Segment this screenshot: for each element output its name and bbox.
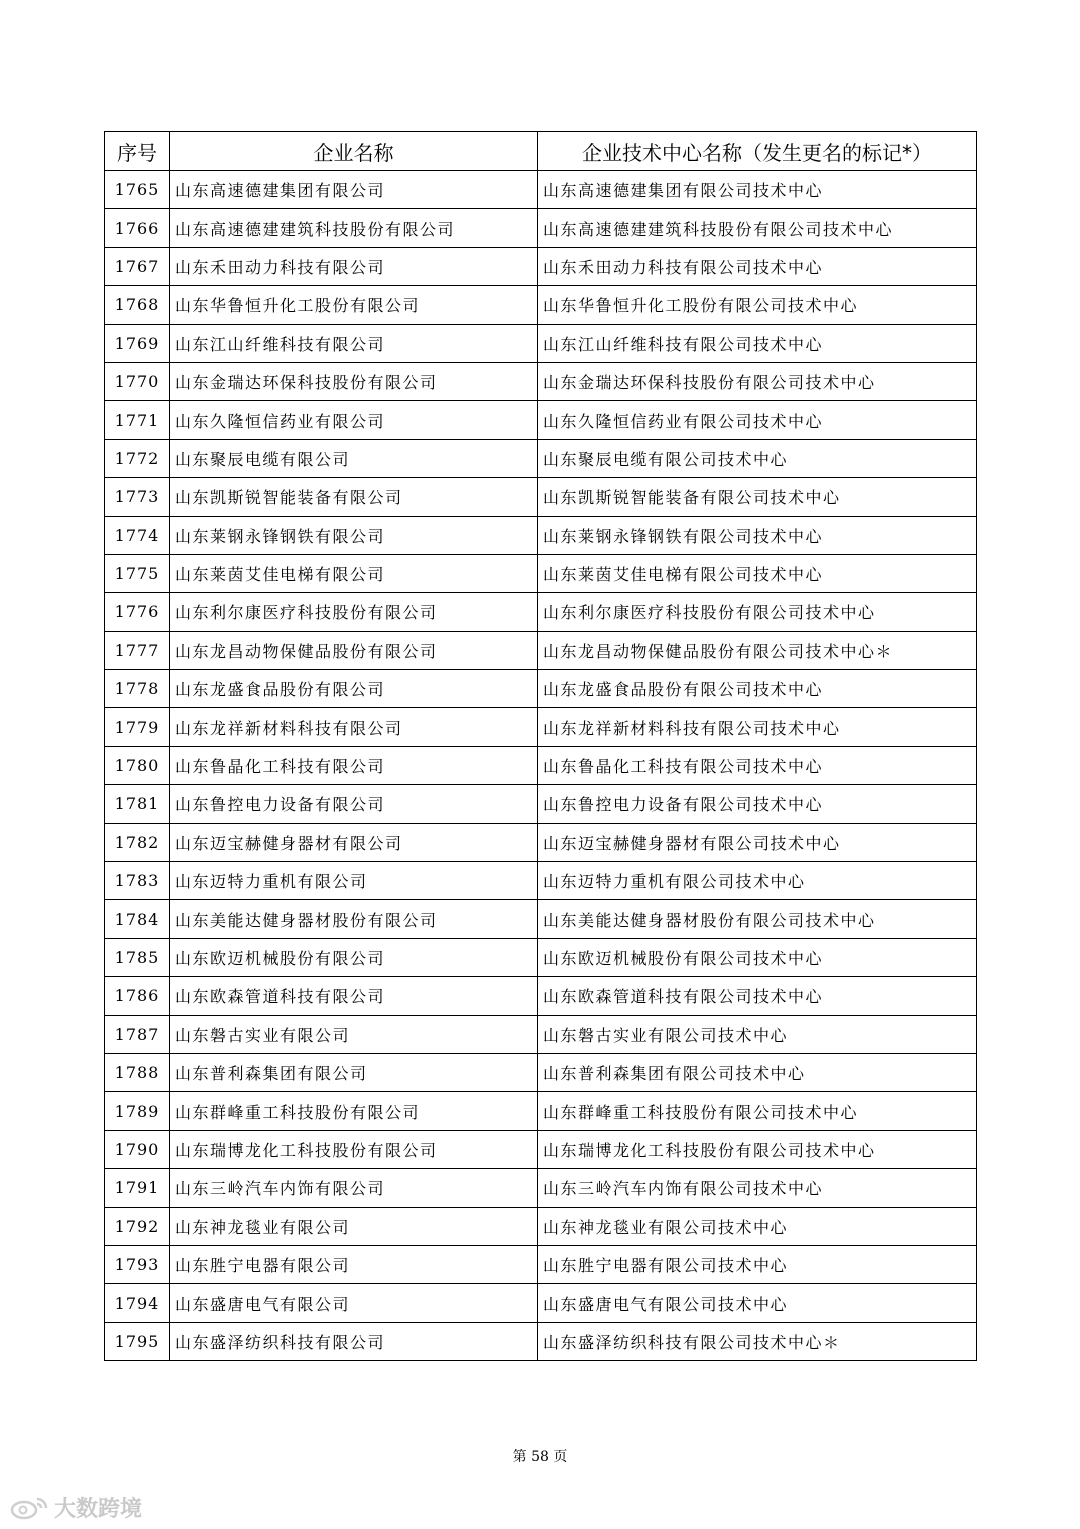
- serial-number-cell: 1787: [105, 1015, 170, 1053]
- tech-center-name-cell: 山东鲁晶化工科技有限公司技术中心: [538, 746, 977, 784]
- enterprise-name-cell: 山东龙昌动物保健品股份有限公司: [170, 631, 538, 669]
- serial-number-cell: 1779: [105, 708, 170, 746]
- enterprise-name-cell: 山东欧森管道科技有限公司: [170, 977, 538, 1015]
- header-tech-center-name: 企业技术中心名称（发生更名的标记*）: [538, 132, 977, 171]
- table-row: [105, 1322, 977, 1360]
- tech-center-name-cell: 山东群峰重工科技股份有限公司技术中心: [538, 1092, 977, 1130]
- tech-center-name-cell: 山东三岭汽车内饰有限公司技术中心: [538, 1169, 977, 1207]
- enterprise-name-cell: 山东江山纤维科技有限公司: [170, 324, 538, 362]
- tech-center-name-cell: 山东龙祥新材料科技有限公司技术中心: [538, 708, 977, 746]
- enterprise-name-cell: 山东凯斯锐智能装备有限公司: [170, 478, 538, 516]
- tech-center-name-cell: 山东胜宁电器有限公司技术中心: [538, 1245, 977, 1283]
- table-row: [105, 401, 977, 439]
- tech-center-name-cell: 山东美能达健身器材股份有限公司技术中心: [538, 900, 977, 938]
- tech-center-name-cell: 山东华鲁恒升化工股份有限公司技术中心: [538, 286, 977, 324]
- serial-number-cell: 1770: [105, 362, 170, 400]
- table-row: [105, 324, 977, 362]
- tech-center-name-cell: 山东高速德建建筑科技股份有限公司技术中心: [538, 209, 977, 247]
- table-row: [105, 1053, 977, 1091]
- header-enterprise-name: 企业名称: [170, 132, 538, 171]
- table-row: [105, 708, 977, 746]
- enterprise-name-cell: 山东龙祥新材料科技有限公司: [170, 708, 538, 746]
- table-row: [105, 1092, 977, 1130]
- enterprise-name-cell: 山东神龙毯业有限公司: [170, 1207, 538, 1245]
- enterprise-table: [104, 131, 977, 1361]
- table-row: [105, 1015, 977, 1053]
- serial-number-cell: 1767: [105, 247, 170, 285]
- enterprise-name-cell: 山东胜宁电器有限公司: [170, 1245, 538, 1283]
- tech-center-name-cell: 山东久隆恒信药业有限公司技术中心: [538, 401, 977, 439]
- table-row: [105, 478, 977, 516]
- table-row: [105, 1207, 977, 1245]
- serial-number-cell: 1794: [105, 1284, 170, 1322]
- watermark: [10, 1492, 142, 1523]
- page-number: 第 58 页: [512, 1449, 568, 1465]
- serial-number-cell: 1790: [105, 1130, 170, 1168]
- table-row: [105, 209, 977, 247]
- tech-center-name-cell: 山东莱钢永锋钢铁有限公司技术中心: [538, 516, 977, 554]
- enterprise-name-cell: 山东鲁控电力设备有限公司: [170, 785, 538, 823]
- enterprise-name-cell: 山东美能达健身器材股份有限公司: [170, 900, 538, 938]
- table-row: [105, 746, 977, 784]
- tech-center-name-cell: 山东鲁控电力设备有限公司技术中心: [538, 785, 977, 823]
- enterprise-name-cell: 山东鲁晶化工科技有限公司: [170, 746, 538, 784]
- serial-number-cell: 1784: [105, 900, 170, 938]
- enterprise-name-cell: 山东聚辰电缆有限公司: [170, 439, 538, 477]
- table-row: [105, 900, 977, 938]
- enterprise-name-cell: 山东金瑞达环保科技股份有限公司: [170, 362, 538, 400]
- enterprise-name-cell: 山东欧迈机械股份有限公司: [170, 938, 538, 976]
- serial-number-cell: 1789: [105, 1092, 170, 1130]
- table-row: [105, 785, 977, 823]
- serial-number-cell: 1793: [105, 1245, 170, 1283]
- enterprise-name-cell: 山东磐古实业有限公司: [170, 1015, 538, 1053]
- serial-number-cell: 1772: [105, 439, 170, 477]
- enterprise-name-cell: 山东高速德建集团有限公司: [170, 171, 538, 209]
- serial-number-cell: 1786: [105, 977, 170, 1015]
- serial-number-cell: 1778: [105, 670, 170, 708]
- table-row: [105, 670, 977, 708]
- enterprise-name-cell: 山东利尔康医疗科技股份有限公司: [170, 593, 538, 631]
- enterprise-name-cell: 山东三岭汽车内饰有限公司: [170, 1169, 538, 1207]
- serial-number-cell: 1780: [105, 746, 170, 784]
- table-row: [105, 862, 977, 900]
- table-row: [105, 593, 977, 631]
- table-row: [105, 823, 977, 861]
- enterprise-name-cell: 山东迈特力重机有限公司: [170, 862, 538, 900]
- enterprise-name-cell: 山东盛泽纺织科技有限公司: [170, 1322, 538, 1360]
- tech-center-name-cell: 山东禾田动力科技有限公司技术中心: [538, 247, 977, 285]
- tech-center-name-cell: 山东聚辰电缆有限公司技术中心: [538, 439, 977, 477]
- tech-center-name-cell: 山东欧森管道科技有限公司技术中心: [538, 977, 977, 1015]
- table-header-row: [105, 132, 977, 171]
- tech-center-name-cell: 山东莱茵艾佳电梯有限公司技术中心: [538, 554, 977, 592]
- enterprise-name-cell: 山东群峰重工科技股份有限公司: [170, 1092, 538, 1130]
- serial-number-cell: 1785: [105, 938, 170, 976]
- serial-number-cell: 1777: [105, 631, 170, 669]
- serial-number-cell: 1768: [105, 286, 170, 324]
- serial-number-cell: 1781: [105, 785, 170, 823]
- tech-center-name-cell: 山东盛唐电气有限公司技术中心: [538, 1284, 977, 1322]
- enterprise-name-cell: 山东禾田动力科技有限公司: [170, 247, 538, 285]
- tech-center-name-cell: 山东凯斯锐智能装备有限公司技术中心: [538, 478, 977, 516]
- watermark-text: 大数跨境: [54, 1497, 143, 1522]
- tech-center-name-cell: 山东迈宝赫健身器材有限公司技术中心: [538, 823, 977, 861]
- table-row: [105, 631, 977, 669]
- tech-center-name-cell: 山东龙昌动物保健品股份有限公司技术中心＊: [538, 631, 977, 669]
- enterprise-name-cell: 山东久隆恒信药业有限公司: [170, 401, 538, 439]
- table-row: [105, 171, 977, 209]
- serial-number-cell: 1788: [105, 1053, 170, 1091]
- serial-number-cell: 1783: [105, 862, 170, 900]
- serial-number-cell: 1791: [105, 1169, 170, 1207]
- enterprise-name-cell: 山东高速德建建筑科技股份有限公司: [170, 209, 538, 247]
- tech-center-name-cell: 山东欧迈机械股份有限公司技术中心: [538, 938, 977, 976]
- table-row: [105, 554, 977, 592]
- tech-center-name-cell: 山东高速德建集团有限公司技术中心: [538, 171, 977, 209]
- table-row: [105, 977, 977, 1015]
- serial-number-cell: 1771: [105, 401, 170, 439]
- serial-number-cell: 1769: [105, 324, 170, 362]
- enterprise-name-cell: 山东迈宝赫健身器材有限公司: [170, 823, 538, 861]
- tech-center-name-cell: 山东磐古实业有限公司技术中心: [538, 1015, 977, 1053]
- tech-center-name-cell: 山东金瑞达环保科技股份有限公司技术中心: [538, 362, 977, 400]
- table-row: [105, 286, 977, 324]
- tech-center-name-cell: 山东江山纤维科技有限公司技术中心: [538, 324, 977, 362]
- enterprise-name-cell: 山东莱钢永锋钢铁有限公司: [170, 516, 538, 554]
- serial-number-cell: 1775: [105, 554, 170, 592]
- table-row: [105, 1245, 977, 1283]
- table-row: [105, 938, 977, 976]
- table-row: [105, 362, 977, 400]
- weibo-logo-icon: [10, 1495, 50, 1521]
- tech-center-name-cell: 山东利尔康医疗科技股份有限公司技术中心: [538, 593, 977, 631]
- serial-number-cell: 1795: [105, 1322, 170, 1360]
- table-row: [105, 1284, 977, 1322]
- table-body: [105, 171, 977, 1361]
- enterprise-name-cell: 山东盛唐电气有限公司: [170, 1284, 538, 1322]
- enterprise-name-cell: 山东龙盛食品股份有限公司: [170, 670, 538, 708]
- serial-number-cell: 1782: [105, 823, 170, 861]
- table-row: [105, 247, 977, 285]
- table-row: [105, 439, 977, 477]
- tech-center-name-cell: 山东龙盛食品股份有限公司技术中心: [538, 670, 977, 708]
- serial-number-cell: 1765: [105, 171, 170, 209]
- serial-number-cell: 1766: [105, 209, 170, 247]
- enterprise-name-cell: 山东瑞博龙化工科技股份有限公司: [170, 1130, 538, 1168]
- tech-center-name-cell: 山东迈特力重机有限公司技术中心: [538, 862, 977, 900]
- table-row: [105, 1130, 977, 1168]
- tech-center-name-cell: 山东瑞博龙化工科技股份有限公司技术中心: [538, 1130, 977, 1168]
- enterprise-name-cell: 山东普利森集团有限公司: [170, 1053, 538, 1091]
- tech-center-name-cell: 山东神龙毯业有限公司技术中心: [538, 1207, 977, 1245]
- table-row: [105, 516, 977, 554]
- serial-number-cell: 1792: [105, 1207, 170, 1245]
- enterprise-name-cell: 山东华鲁恒升化工股份有限公司: [170, 286, 538, 324]
- tech-center-name-cell: 山东盛泽纺织科技有限公司技术中心＊: [538, 1322, 977, 1360]
- enterprise-name-cell: 山东莱茵艾佳电梯有限公司: [170, 554, 538, 592]
- table-row: [105, 1169, 977, 1207]
- tech-center-name-cell: 山东普利森集团有限公司技术中心: [538, 1053, 977, 1091]
- header-serial-number: 序号: [105, 132, 170, 171]
- serial-number-cell: 1773: [105, 478, 170, 516]
- serial-number-cell: 1776: [105, 593, 170, 631]
- serial-number-cell: 1774: [105, 516, 170, 554]
